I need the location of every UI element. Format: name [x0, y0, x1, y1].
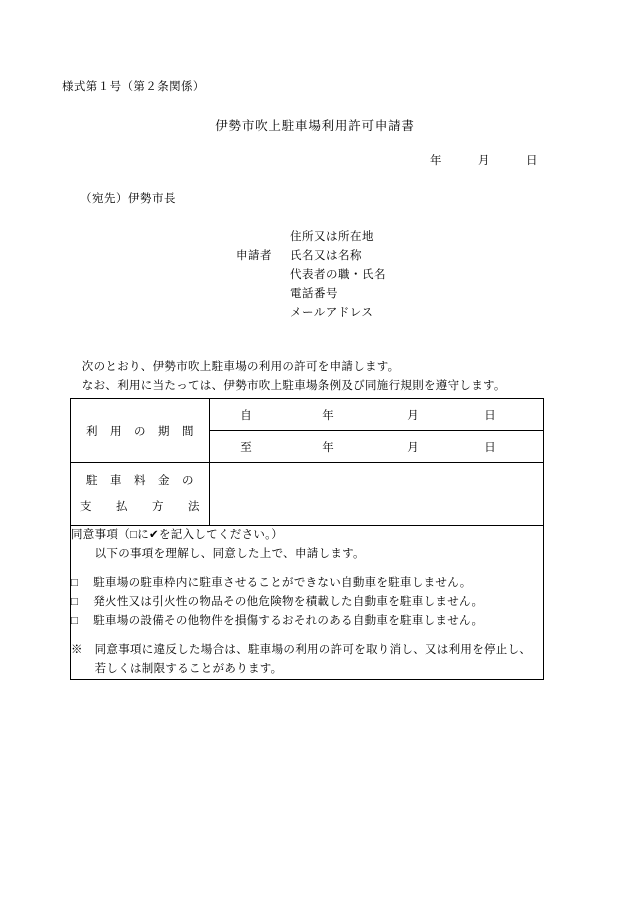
period-from-month[interactable]: 月 — [407, 409, 419, 422]
table-row-fee — [71, 463, 544, 526]
applicant-row-representative — [236, 266, 386, 285]
application-table — [70, 398, 544, 680]
table-row-period-from — [71, 399, 544, 431]
addressee: （宛先）伊勢市長 — [80, 193, 176, 205]
fee-label-line1: 駐 車 料 金 の — [86, 475, 194, 487]
period-from-marker: 自 — [240, 409, 252, 422]
date-line-text: 年 月 日 — [430, 155, 538, 167]
period-to-day[interactable]: 日 — [484, 441, 496, 454]
agreement-note-line-1: ※ 同意事項に違反した場合は、駐車場の利用の許可を取り消し、又は利用を停止し、 — [71, 644, 532, 656]
agreement-subtitle: 以下の事項を理解し、同意した上で、申請します。 — [71, 548, 365, 560]
period-from-cell — [210, 399, 544, 431]
document-title: 伊勢市吹上駐車場利用許可申請書 — [215, 119, 415, 133]
lead-line-1: 次のとおり、伊勢市吹上駐車場の利用の許可を申請します。 — [70, 361, 400, 373]
table-row-agreement — [71, 526, 544, 680]
applicant-block — [236, 228, 386, 323]
applicant-field-address: 住所又は所在地 — [290, 231, 374, 243]
applicant-label: 申請者 — [236, 250, 272, 262]
applicant-field-phone: 電話番号 — [290, 288, 338, 300]
applicant-row-name — [236, 247, 386, 266]
period-label-cell: 利 用 の 期 間 — [71, 399, 210, 463]
period-to-year[interactable]: 年 — [322, 441, 334, 454]
period-to-cell — [210, 431, 544, 463]
fee-label-line2: 支 払 方 法 — [80, 501, 200, 513]
lead-paragraph — [70, 358, 506, 396]
applicant-row-email — [236, 304, 386, 323]
agreement-title: 同意事項（□に✔を記入してください。） — [71, 529, 284, 541]
form-number: 様式第１号（第２条関係） — [62, 81, 205, 93]
agreement-checkbox-item-2[interactable]: □ 発火性又は引火性の物品その他危険物を積載した自動車を駐車しません。 — [71, 596, 484, 608]
fee-value-cell[interactable] — [210, 463, 544, 526]
applicant-field-name: 氏名又は名称 — [290, 250, 362, 262]
agreement-note-line-2: 若しくは制限することがあります。 — [71, 663, 283, 675]
period-from-day[interactable]: 日 — [484, 409, 496, 422]
applicant-row-address — [236, 228, 386, 247]
applicant-field-email: メールアドレス — [290, 307, 374, 319]
applicant-row-phone — [236, 285, 386, 304]
lead-line-2: なお、利用に当たっては、伊勢市吹上駐車場条例及び同施行規則を遵守します。 — [70, 380, 506, 392]
applicant-field-representative: 代表者の職・氏名 — [290, 269, 386, 281]
period-to-marker: 至 — [240, 441, 252, 454]
agreement-cell — [71, 526, 544, 680]
fee-label-cell — [71, 463, 210, 526]
agreement-checkbox-item-3[interactable]: □ 駐車場の設備その他物件を損傷するおそれのある自動車を駐車しません。 — [71, 615, 484, 627]
period-from-year[interactable]: 年 — [322, 409, 334, 422]
period-to-month[interactable]: 月 — [407, 441, 419, 454]
agreement-checkbox-item-1[interactable]: □ 駐車場の駐車枠内に駐車させることができない自動車を駐車しません。 — [71, 577, 472, 589]
agreement-note — [71, 641, 543, 679]
